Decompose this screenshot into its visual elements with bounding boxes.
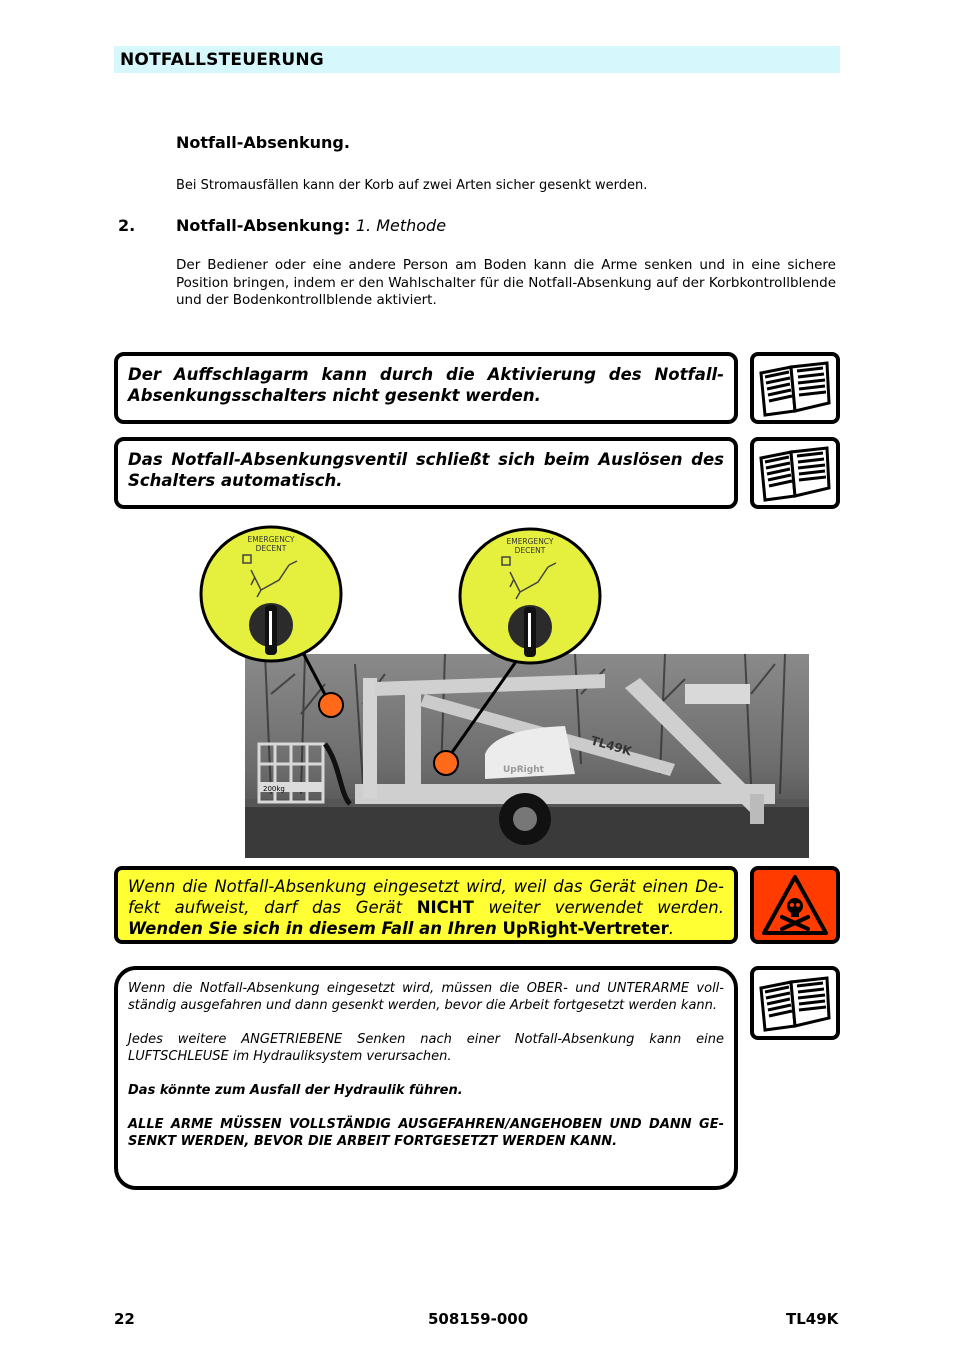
manual-icon-box-3	[750, 966, 840, 1040]
open-book-icon	[757, 974, 833, 1032]
machine-model-label: TL49K	[589, 733, 634, 759]
danger-icon-box	[750, 866, 840, 944]
hydraulic-note-p4: ALLE ARME MÜSSEN VOLLSTÄNDIG AUSGEFAHREN/ANGEHOBEN UND DANN GE-SENKT WERDEN, BEVOR DIE ARBEIT FORTGESETZT WERDEN KANN.	[128, 1117, 724, 1149]
note-2-text: Das Notfall-Absenkungsventil schließt sich beim Auslösen des Schalters automatisch.	[128, 450, 724, 490]
warning-text-end: .	[668, 919, 674, 938]
hydraulic-note-p3: Das könnte zum Ausfall der Hydraulik führen.	[128, 1083, 463, 1098]
note-1-text: Der Auffschlagarm kann durch die Aktivierung des Notfall-Absenkungsschalters nicht gesenkt werden.	[128, 365, 724, 405]
section2-title-method: 1. Methode	[355, 216, 447, 235]
section2-title: Notfall-Absenkung:	[176, 216, 356, 235]
skull-crossbones-icon	[760, 873, 830, 937]
warning-text-contact: Wenden Sie sich in diesem Fall an Ihren	[128, 919, 503, 938]
warning-text-dealer: UpRight-Vertreter	[502, 919, 669, 938]
hydraulic-note-p1: Wenn die Notfall-Absenkung eingesetzt wird, müssen die OBER- und UNTERARME voll-ständig ausgefahren und dann gesenkt werden, bevor die Arbeit fortgesetzt werden kann.	[128, 981, 724, 1013]
section1-text: Bei Stromausfällen kann der Korb auf zwei Arten sicher gesenkt werden.	[176, 178, 648, 193]
warning-text-nicht: NICHT	[416, 898, 474, 917]
warning-text-1: Wenn die Notfall-Absenkung eingesetzt wird, weil das Gerät einen De-fekt aufweist, darf das Gerät	[128, 877, 724, 917]
platform-plate-label: 200kg	[263, 785, 285, 793]
emergency-descent-dial-right	[458, 527, 602, 665]
hydraulic-note-p2: Jedes weitere ANGETRIEBENE Senken nach einer Notfall-Absenkung kann eine LUFTSCHLEUSE im Hydrauliksystem verursachen.	[128, 1032, 724, 1064]
warning-box	[114, 866, 738, 944]
marker-dot-ground-control	[431, 748, 461, 778]
page-number: 22	[114, 1310, 135, 1328]
hydraulic-note-box	[114, 966, 738, 1190]
section1-title: Notfall-Absenkung.	[176, 133, 350, 152]
page-title: NOTFALLSTEUERUNG	[120, 50, 324, 70]
dial-label-line2: DECENT	[255, 544, 287, 553]
section2-text: Der Bediener oder eine andere Person am Boden kann die Arme senken und in eine sichere Position bringen, indem er den Wahlschalter für die Notfall-Absenkung auf der Korbkontrollblende und der Bodenkontrollblende aktiviert.	[176, 257, 836, 308]
machine-brand-label: UpRight	[503, 765, 544, 775]
model-name: TL49K	[786, 1310, 839, 1328]
section2-number: 2.	[118, 216, 136, 235]
marker-dot-basket-control	[316, 690, 346, 720]
dial-label-line2: DECENT	[514, 546, 546, 555]
dial-label-line1: EMERGENCY	[247, 535, 295, 544]
document-number: 508159-000	[428, 1310, 529, 1328]
emergency-descent-dial-left	[199, 525, 343, 663]
dial-label-line1: EMERGENCY	[506, 537, 554, 546]
warning-text-3: weiter verwendet werden.	[473, 898, 724, 917]
